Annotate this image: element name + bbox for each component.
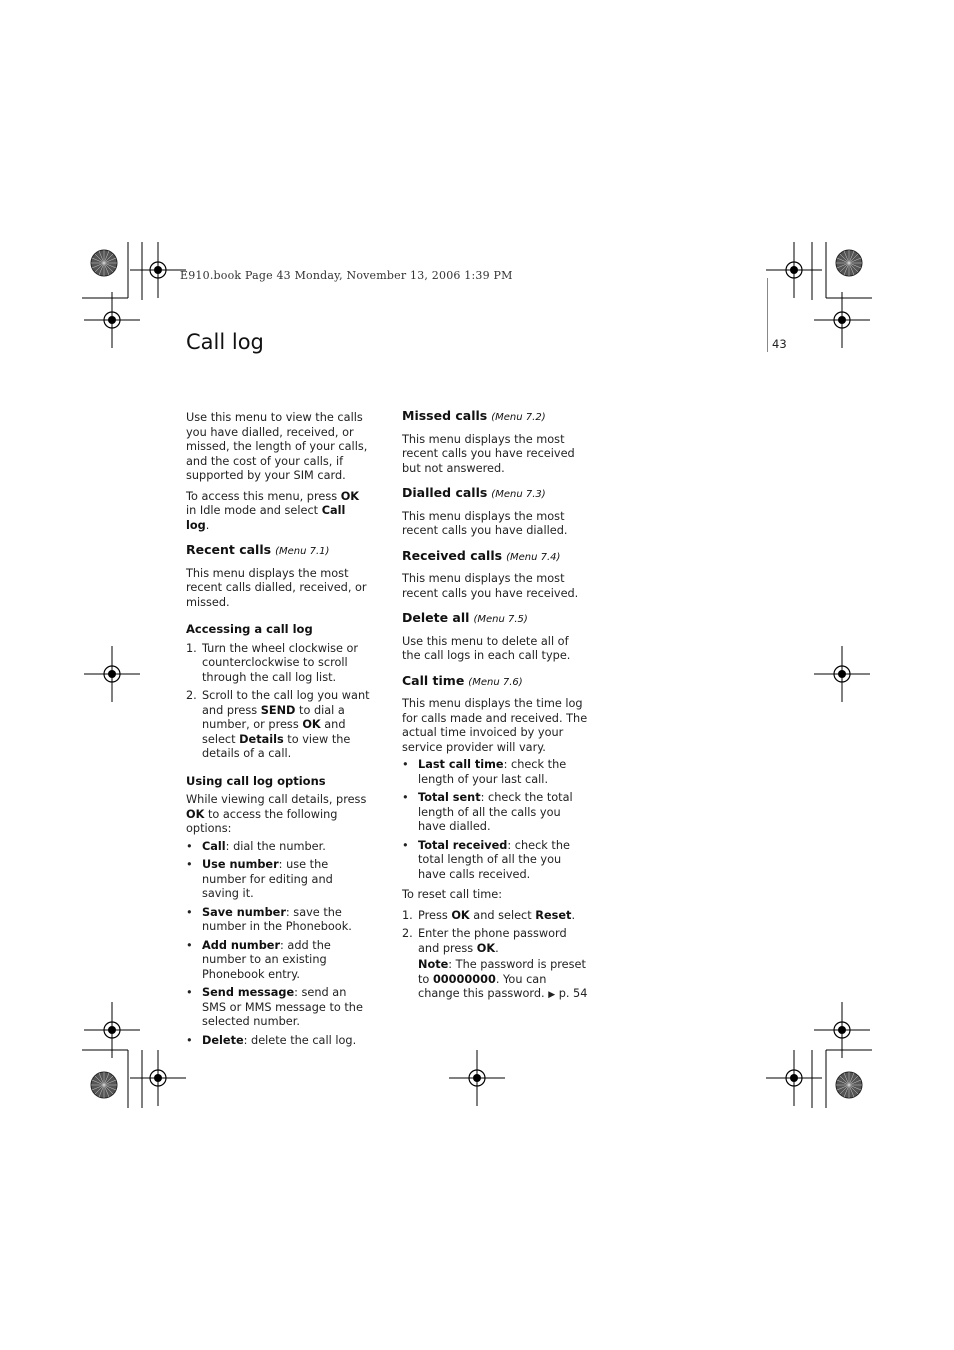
bullet-icon: • bbox=[402, 838, 409, 852]
ok-key: OK bbox=[186, 807, 205, 821]
menu-ref: (Menu 7.5) bbox=[473, 614, 528, 625]
step-text: and select bbox=[469, 908, 536, 922]
heading-text: Received calls bbox=[402, 547, 503, 563]
step-number: 2. bbox=[402, 927, 413, 940]
heading-text: Dialled calls bbox=[402, 485, 488, 500]
dialled-calls-desc: This menu displays the most recent calls you have dialled. bbox=[402, 509, 568, 537]
missed-calls-heading bbox=[402, 409, 588, 426]
list-item bbox=[402, 791, 588, 835]
step-number: 1. bbox=[186, 641, 197, 655]
call-time-list bbox=[402, 758, 588, 882]
bullet-icon: • bbox=[186, 1033, 193, 1047]
page-number-rule bbox=[767, 278, 768, 352]
step-text: . bbox=[571, 908, 576, 922]
delete-all-heading bbox=[402, 611, 588, 628]
option-term: Add number bbox=[202, 938, 281, 952]
call-log-term: Call log bbox=[186, 504, 346, 532]
list-item bbox=[402, 839, 588, 883]
note-text: . You can change this password. bbox=[418, 972, 549, 1000]
reset-steps bbox=[402, 909, 588, 1003]
password-note bbox=[418, 958, 588, 1003]
list-item bbox=[402, 927, 588, 1003]
option-desc: : delete the call log. bbox=[243, 1033, 357, 1047]
item-term: Last call time bbox=[418, 758, 504, 771]
dialled-calls-heading bbox=[402, 486, 588, 503]
ok-key: OK bbox=[476, 941, 496, 955]
accessing-steps bbox=[186, 642, 372, 762]
options-list bbox=[186, 840, 372, 1049]
left-column bbox=[186, 411, 372, 1054]
step-text: Press bbox=[418, 908, 452, 922]
received-calls-desc: This menu displays the most recent calls you have received. bbox=[402, 572, 579, 600]
ok-key: OK bbox=[302, 718, 321, 731]
received-calls-heading bbox=[402, 549, 588, 566]
access-paragraph bbox=[186, 490, 372, 534]
option-desc: : save the number in the Phonebook. bbox=[202, 905, 352, 933]
step-text: to view the details of a call. bbox=[202, 732, 351, 760]
menu-ref: (Menu 7.6) bbox=[468, 676, 523, 688]
item-desc: : check the total length of all the you have calls received. bbox=[418, 838, 570, 881]
bullet-icon: • bbox=[186, 938, 193, 952]
option-term: Use number bbox=[202, 858, 279, 871]
arrow-right-icon: ▶ bbox=[548, 990, 556, 1000]
access-text: in Idle mode and select bbox=[186, 504, 322, 517]
options-intro-text: While viewing call details, press bbox=[186, 793, 367, 806]
details-term: Details bbox=[239, 732, 284, 746]
option-term: Delete bbox=[202, 1033, 244, 1047]
item-desc: : check the length of your last call. bbox=[418, 758, 567, 786]
item-desc: : check the total length of all the calls you have dialled. bbox=[418, 791, 573, 833]
menu-ref: (Menu 7.3) bbox=[491, 489, 546, 500]
bullet-icon: • bbox=[402, 758, 409, 771]
note-label: Note bbox=[418, 958, 449, 971]
reset-intro: To reset call time: bbox=[402, 888, 503, 901]
list-item bbox=[186, 939, 372, 983]
call-time-heading bbox=[402, 674, 588, 691]
list-item bbox=[186, 642, 372, 686]
page-reference[interactable]: p. 54 bbox=[555, 987, 588, 1000]
bullet-icon: • bbox=[186, 858, 193, 871]
step-text: and select bbox=[202, 718, 346, 746]
right-column bbox=[402, 409, 588, 1009]
step-text: to dial a number, or press bbox=[202, 703, 345, 731]
send-key: SEND bbox=[260, 703, 296, 717]
step-text: Turn the wheel clockwise or counterclockwise to scroll through the call log list. bbox=[202, 641, 359, 684]
menu-ref: (Menu 7.2) bbox=[491, 412, 546, 423]
option-term: Call bbox=[202, 839, 226, 853]
ok-key: OK bbox=[451, 908, 470, 922]
heading-text: Call time bbox=[402, 672, 465, 688]
list-item bbox=[186, 986, 372, 1030]
bullet-icon: • bbox=[402, 791, 409, 804]
note-text: : The password is preset to bbox=[418, 958, 586, 986]
option-term: Send message bbox=[202, 986, 295, 999]
heading-text: Missed calls bbox=[402, 408, 488, 423]
access-text: To access this menu, press bbox=[186, 489, 341, 503]
menu-ref: (Menu 7.1) bbox=[275, 546, 330, 557]
option-desc: : dial the number. bbox=[225, 839, 326, 853]
step-text: Scroll to the call log you want and press bbox=[202, 689, 370, 717]
option-desc: : send an SMS or MMS message to the selected number. bbox=[202, 986, 363, 1028]
reset-term: Reset bbox=[535, 908, 572, 922]
heading-text: Delete all bbox=[402, 610, 470, 625]
option-desc: : use the number for editing and saving it. bbox=[202, 858, 333, 900]
item-term: Total sent bbox=[418, 791, 481, 804]
option-term: Save number bbox=[202, 905, 286, 919]
access-text: . bbox=[205, 518, 210, 532]
options-intro bbox=[186, 793, 372, 837]
accessing-call-log-heading: Accessing a call log bbox=[186, 622, 313, 636]
page-number: 43 bbox=[772, 337, 787, 351]
missed-calls-desc: This menu displays the most recent calls you have received but not answered. bbox=[402, 432, 575, 475]
call-time-desc: This menu displays the time log for calls made and received. The actual time invoiced by your service provider will vary. bbox=[402, 697, 588, 754]
step-number: 1. bbox=[402, 908, 413, 922]
menu-ref: (Menu 7.4) bbox=[506, 551, 561, 563]
list-item bbox=[402, 909, 588, 924]
print-header: E910.book Page 43 Monday, November 13, 2006 1:39 PM bbox=[180, 269, 513, 282]
step-text: Enter the phone password and press bbox=[418, 927, 567, 955]
bullet-icon: • bbox=[186, 986, 193, 999]
list-item bbox=[186, 906, 372, 935]
list-item bbox=[186, 1034, 372, 1049]
intro-paragraph: Use this menu to view the calls you have dialled, received, or missed, the length of your calls, and the cost of your calls, if supported by your SIM card. bbox=[186, 411, 368, 482]
item-term: Total received bbox=[418, 838, 508, 852]
list-item bbox=[186, 689, 372, 762]
list-item bbox=[402, 758, 588, 787]
recent-calls-desc: This menu displays the most recent calls dialled, received, or missed. bbox=[186, 566, 367, 609]
step-number: 2. bbox=[186, 689, 197, 702]
list-item bbox=[186, 858, 372, 902]
using-options-heading: Using call log options bbox=[186, 773, 326, 788]
option-desc: : add the number to an existing Phonebook entry. bbox=[202, 938, 331, 981]
default-password: 00000000 bbox=[432, 972, 496, 986]
bullet-icon: • bbox=[186, 839, 193, 853]
list-item bbox=[186, 840, 372, 855]
ok-key: OK bbox=[340, 489, 360, 503]
step-text: . bbox=[495, 941, 499, 955]
recent-calls-heading bbox=[186, 543, 372, 560]
options-intro-text: to access the following options: bbox=[186, 807, 338, 835]
heading-text: Recent calls bbox=[186, 542, 272, 557]
bullet-icon: • bbox=[186, 905, 193, 919]
delete-all-desc: Use this menu to delete all of the call logs in each call type. bbox=[402, 634, 571, 662]
page-title: Call log bbox=[186, 330, 264, 354]
